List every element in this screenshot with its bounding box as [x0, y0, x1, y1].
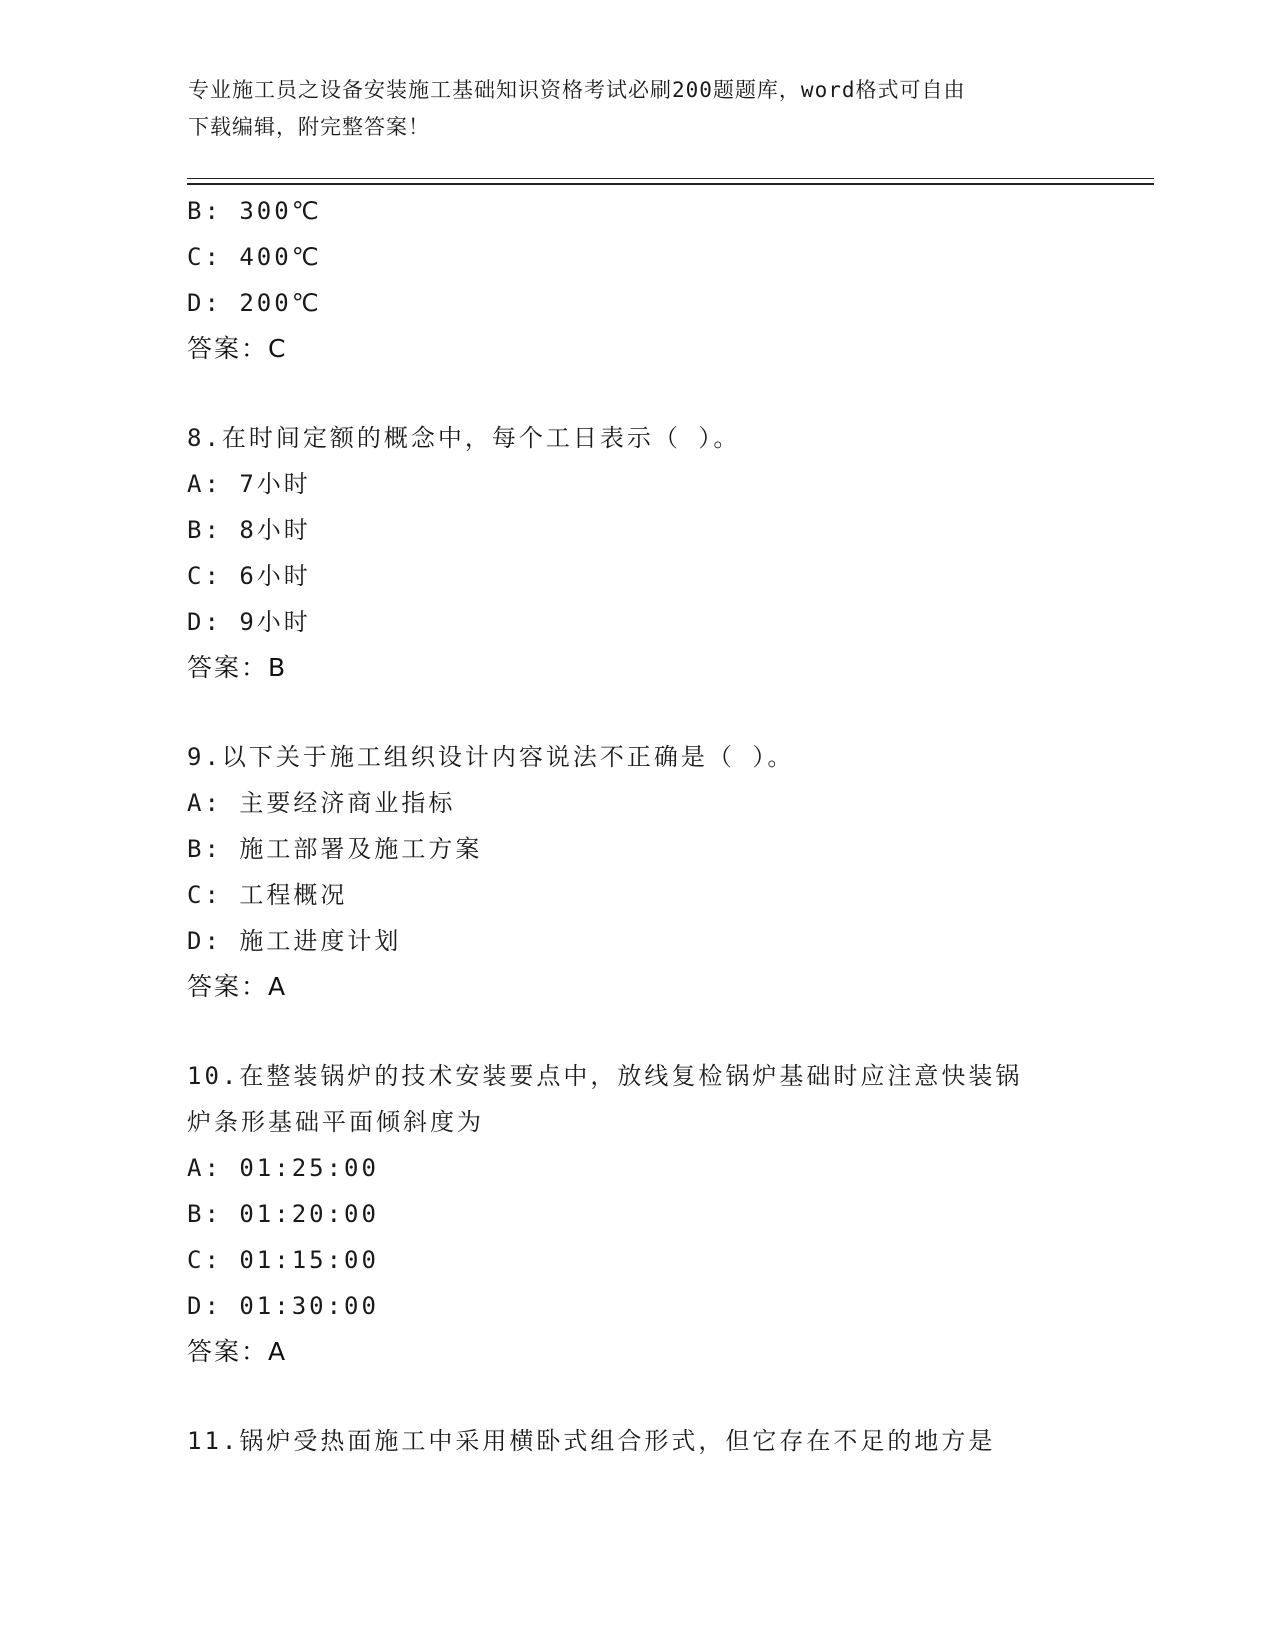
question-8	[187, 415, 1087, 691]
option-c: C: 工程概况	[187, 881, 348, 909]
question-spacer	[187, 1375, 1087, 1418]
question-text: 9.以下关于施工组织设计内容说法不正确是（ ）。	[187, 743, 795, 771]
question-spacer	[187, 1010, 1087, 1053]
answer-line: 答案：C	[187, 334, 288, 363]
option-d: D: 施工进度计划	[187, 927, 402, 955]
question-text: 8.在时间定额的概念中，每个工日表示（ ）。	[187, 424, 741, 452]
option-a: A: 01:25:00	[187, 1154, 379, 1182]
question-9	[187, 734, 1087, 1010]
question-spacer	[187, 372, 1087, 415]
option-d: D: 01:30:00	[187, 1292, 379, 1320]
option-d: D: 9小时	[187, 608, 311, 636]
answer-line: 答案：A	[187, 1337, 288, 1366]
document-header	[188, 72, 1078, 146]
option-c: C: 400℃	[187, 243, 322, 271]
option-a: A: 主要经济商业指标	[187, 789, 456, 817]
question-list	[187, 188, 1087, 1464]
question-10	[187, 1053, 1087, 1375]
header-divider-thick	[187, 183, 1154, 185]
option-b: B: 8小时	[187, 516, 311, 544]
option-d: D: 200℃	[187, 289, 322, 317]
header-line-2: 下载编辑，附完整答案！	[188, 115, 430, 139]
option-c: C: 01:15:00	[187, 1246, 379, 1274]
question-7-continued	[187, 188, 1087, 372]
option-c: C: 6小时	[187, 562, 311, 590]
header-divider-thin	[187, 178, 1154, 179]
answer-line: 答案：B	[187, 653, 288, 682]
option-b: B: 01:20:00	[187, 1200, 379, 1228]
question-spacer	[187, 691, 1087, 734]
question-text-line-1: 10.在整装锅炉的技术安装要点中，放线复检锅炉基础时应注意快装锅	[187, 1062, 1023, 1090]
option-b: B: 施工部署及施工方案	[187, 835, 483, 863]
question-text: 11.锅炉受热面施工中采用横卧式组合形式，但它存在不足的地方是	[187, 1427, 996, 1455]
question-text-line-2: 炉条形基础平面倾斜度为	[187, 1108, 484, 1136]
question-11	[187, 1418, 1087, 1464]
header-line-1: 专业施工员之设备安装施工基础知识资格考试必刷200题题库，word格式可自由	[188, 78, 966, 102]
answer-line: 答案：A	[187, 972, 288, 1001]
option-b: B: 300℃	[187, 197, 322, 225]
option-a: A: 7小时	[187, 470, 311, 498]
